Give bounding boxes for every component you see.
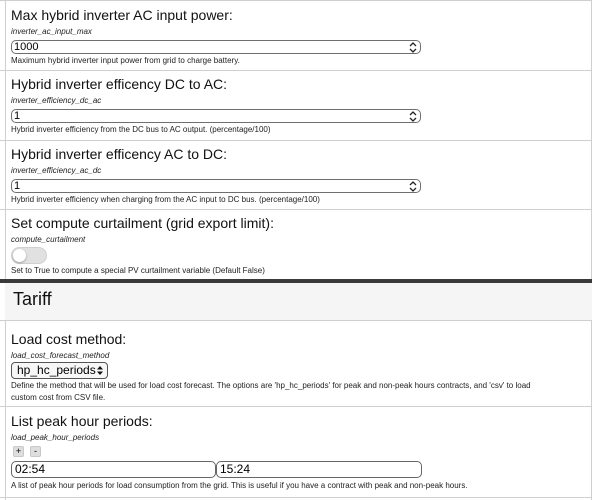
setting-description: Maximum hybrid inverter input power from grid to charge battery. xyxy=(11,56,240,65)
setting-varname: load_cost_forecast_method xyxy=(11,351,110,360)
setting-title: Load cost method: xyxy=(11,331,127,347)
setting-varname: compute_curtailment xyxy=(11,235,86,244)
setting-description: custom cost from CSV file. xyxy=(11,393,106,402)
field-value: 1000 xyxy=(14,41,39,53)
setting-title: Max hybrid inverter AC input power: xyxy=(11,7,233,23)
setting-description: A list of peak hour periods for load consumption from the grid. This is useful if you have a contract with peak and non-peak hours. xyxy=(11,481,468,490)
load-cost-method-select[interactable] xyxy=(11,362,108,379)
divider xyxy=(0,209,592,210)
left-border xyxy=(5,0,6,500)
field-value: 1 xyxy=(14,110,21,122)
setting-description: Hybrid inverter efficiency when charging from the AC input to DC bus. (percentage/100) xyxy=(11,195,320,204)
select-value: hp_hc_periods xyxy=(17,363,96,377)
add-period-button[interactable]: + xyxy=(13,446,24,457)
tariff-header xyxy=(5,283,592,320)
setting-description: Hybrid inverter efficiency from the DC bus to AC output. (percentage/100) xyxy=(11,125,271,134)
period-start-input[interactable]: 02:54 xyxy=(11,461,216,478)
spinner-arrows-icon[interactable] xyxy=(409,42,417,53)
setting-varname: load_peak_hour_periods xyxy=(11,433,100,442)
divider xyxy=(0,320,592,321)
divider xyxy=(0,140,592,141)
inverter-efficiency-dc-ac-field[interactable] xyxy=(11,109,421,123)
setting-title: Set compute curtailment (grid export limit): xyxy=(11,215,274,231)
period-end-input[interactable]: 15:24 xyxy=(216,461,422,478)
select-arrows-icon xyxy=(96,365,104,380)
setting-description: Set to True to compute a special PV curtailment variable (Default False) xyxy=(11,266,265,275)
setting-description: Define the method that will be used for load cost forecast. The options are 'hp_hc_periods' for peak and non-peak hours contracts, and 'csv' to load xyxy=(11,381,531,390)
divider xyxy=(0,0,592,1)
section-heading: Tariff xyxy=(13,289,52,309)
setting-title: Hybrid inverter efficency AC to DC: xyxy=(11,146,228,162)
setting-title: Hybrid inverter efficency DC to AC: xyxy=(11,76,228,92)
field-value: 1 xyxy=(14,180,21,192)
inverter-ac-input-max-field[interactable] xyxy=(11,40,421,54)
spinner-arrows-icon[interactable] xyxy=(409,111,417,122)
setting-title: List peak hour periods: xyxy=(11,413,153,429)
divider xyxy=(0,406,592,407)
setting-varname: inverter_ac_input_max xyxy=(11,27,92,36)
spinner-arrows-icon[interactable] xyxy=(409,181,417,192)
remove-period-button[interactable]: - xyxy=(30,446,41,457)
setting-varname: inverter_efficiency_dc_ac xyxy=(11,96,102,105)
divider xyxy=(0,497,592,498)
divider xyxy=(0,70,592,71)
setting-varname: inverter_efficiency_ac_dc xyxy=(11,166,102,175)
compute-curtailment-toggle[interactable] xyxy=(11,247,47,264)
toggle-knob xyxy=(13,249,26,262)
inverter-efficiency-ac-dc-field[interactable] xyxy=(11,179,421,193)
